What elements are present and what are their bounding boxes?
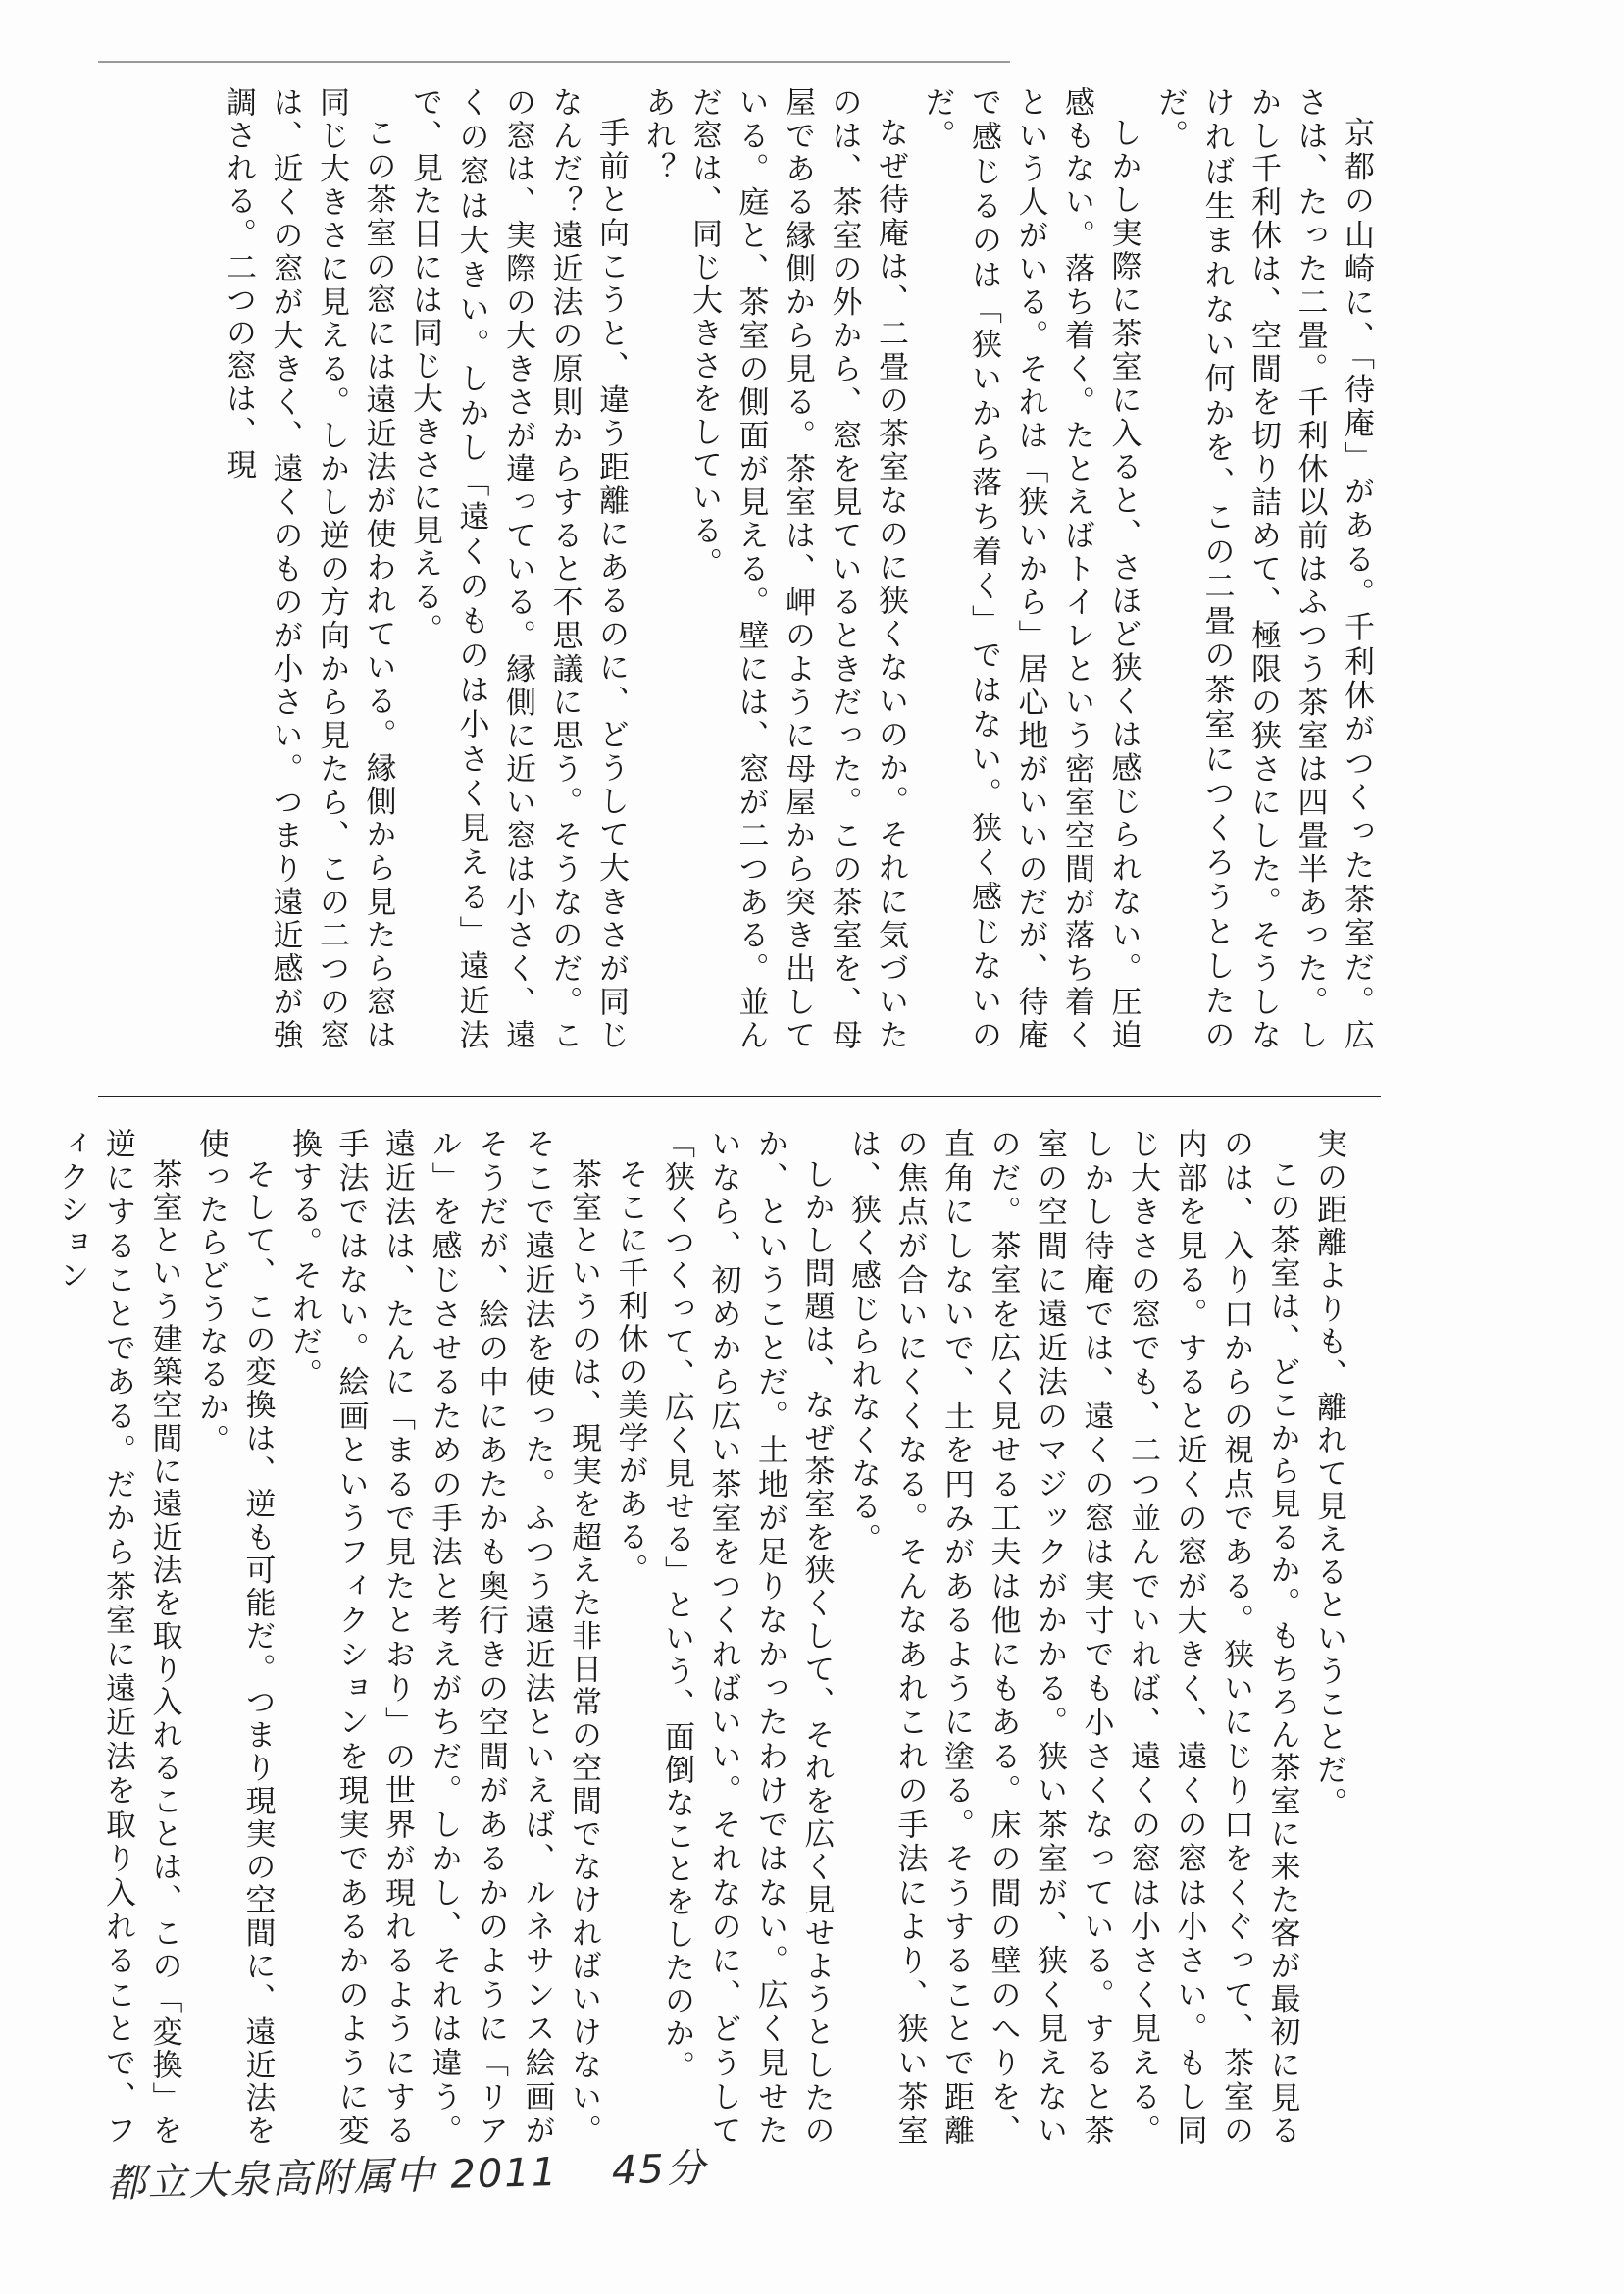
section-divider: [98, 1096, 1381, 1097]
handwritten-school: 都立大泉高附属中: [106, 2153, 437, 2207]
lower-text-block: [53, 1128, 1351, 2148]
lower-paragraph-4: そこに千利休の美学がある。: [612, 1158, 648, 1587]
upper-paragraph-3: なぜ待庵は、二畳の茶室なのに狭くないのか。それに気づいたのは、茶室の外から、窓を見ているときだった。この茶室を、母屋である縁側から見る。茶室は、岬のように母屋から突き出している。庭と、茶室の側面が見える。壁には、窓が二つある。並んだ窓は、同じ大きさをしている。: [686, 86, 908, 1052]
upper-paragraph-2: しかし実際に茶室に入ると、さほど狭くは感じられない。圧迫感もない。落ち着く。たとえばトイレという密室空間が落ち着くという人がいる。それは「狭いから」居心地がいいのだが、待庵で感じるのは「狭いから落ち着く」ではない。狭く感じないのだ。: [919, 86, 1142, 1052]
upper-paragraph-4: あれ？: [639, 86, 676, 185]
top-divider: [98, 61, 1010, 63]
lower-paragraph-5: 茶室というのは、現実を超えた非日常の空間でなければいけない。そこで遠近法を使った。ふつう遠近法といえば、ルネサンス絵画がそうだが、絵の中にあたかも奥行きの空間があるかのように「リアル」を感じさせるための手法と考えがちだ。しかし、それは違う。遠近法は、たんに「まるで見たとおり」の世界が現れるようにする手法ではない。絵画というフィクションを現実であるかのように変換する。それだ。: [286, 1128, 601, 2148]
lower-paragraph-6: そして、この変換は、逆も可能だ。つまり現実の空間に、遠近法を使ったらどうなるか。: [193, 1128, 276, 2148]
handwritten-year: 2011: [449, 2149, 559, 2198]
lower-paragraph-7: 茶室という建築空間に遠近法を取り入れることは、この「変換」を逆にすることである。だから茶室に遠近法を取り入れることで、フィクション: [53, 1128, 182, 2148]
handwritten-time: 45分: [611, 2145, 708, 2194]
upper-text-block: [222, 86, 1379, 1052]
upper-paragraph-6: この茶室の窓には遠近法が使われている。縁側から見たら窓は同じ大きさに見える。しかし逆の方向から見たら、この二つの窓は、近くの窓が大きく、遠くのものが小さい。つまり遠近感が強調される。二つの窓は、現: [221, 86, 396, 1052]
upper-paragraph-1: 京都の山崎に、「待庵」がある。千利休がつくった茶室だ。広さは、たった二畳。千利休以前はふつう茶室は四畳半あった。しかし千利休は、空間を切り詰めて、極限の狭さにした。そうしなければ生まれない何かを、この二畳の茶室につくろうとしたのだ。: [1152, 86, 1374, 1052]
lower-paragraph-2: この茶室は、どこから見るか。もちろん茶室に来た客が最初に見るのは、入り口からの視点である。狭いにじり口をくぐって、茶室の内部を見る。すると近くの窓が大きく、遠くの窓は小さい。もし同じ大きさの窓でも、二つ並んでいれば、遠くの窓は小さく見える。しかし待庵では、遠くの窓は実寸でも小さくなっている。すると茶室の空間に遠近法のマジックがかかる。狭い茶室が、狭く見えないのだ。茶室を広く見せる工夫は他にもある。床の間の壁のへりを、直角にしないで、土を円みがあるように塗る。そうすることで距離の焦点が合いにくくなる。そんなあれこれの手法により、狭い茶室は、狭く感じられなくなる。: [845, 1128, 1300, 2148]
upper-paragraph-5: 手前と向こうと、違う距離にあるのに、どうして大きさが同じなんだ？遠近法の原則からすると不思議に思う。そうなのだ。この窓は、実際の大きさが違っている。縁側に近い窓は小さく、遠くの窓は大きい。しかし「遠くのものは小さく見える」遠近法で、見た目には同じ大きさに見える。: [407, 86, 629, 1052]
lower-paragraph-1: 実の距離よりも、離れて見えるということだ。: [1311, 1128, 1346, 1820]
lower-paragraph-3: しかし問題は、なぜ茶室を狭くして、それを広く見せようとしたのか、ということだ。土地が足りなかったわけではない。広く見せたいなら、初めから広い茶室をつくればいい。それなのに、どうして「狭くつくって、広く見せる」という、面倒なことをしたのか。: [659, 1128, 835, 2148]
